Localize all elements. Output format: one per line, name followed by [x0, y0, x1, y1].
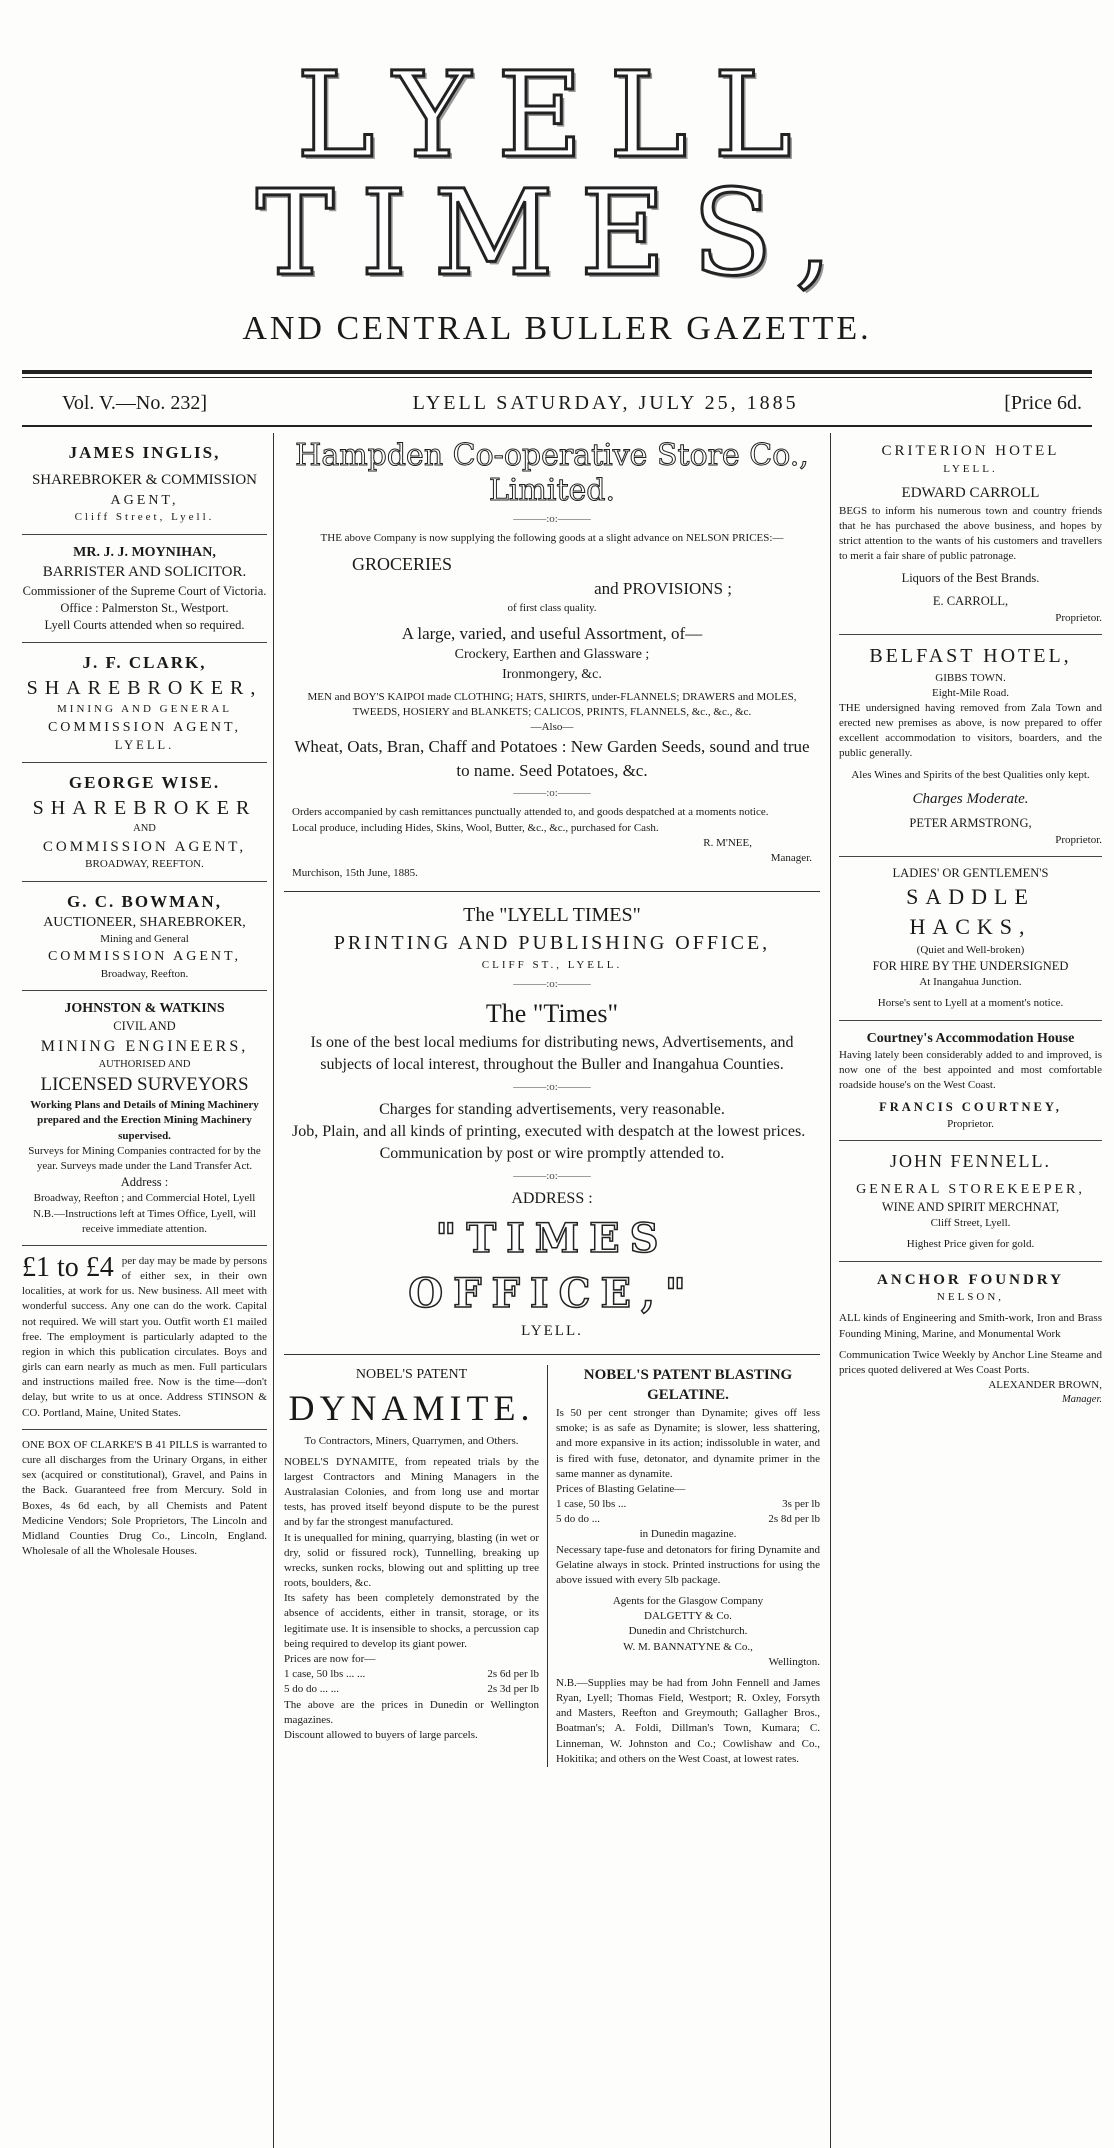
ad-line: Surveys for Mining Companies contracted for by the year. Surveys made under the Land Transfer Act.: [28, 1144, 261, 1172]
price-row: [556, 1512, 820, 1527]
ad-line: —Also—: [530, 721, 574, 734]
ad-title: BELFAST HOTEL,: [869, 644, 1072, 667]
separator: ———:o:———: [513, 1170, 591, 1183]
ad-line: CLIFF ST., LYELL.: [481, 958, 623, 971]
ad-belfast-hotel: [839, 635, 1102, 857]
ad-line: WINE AND SPIRIT MERCHNAT,: [881, 1199, 1060, 1214]
ad-line: Orders accompanied by cash remittances punctually attended to, and goods despatched at a moments notice.: [292, 806, 769, 819]
ad-name: JOHNSTON & WATKINS: [64, 1000, 225, 1016]
price-row: [556, 1497, 820, 1512]
ad-line: SHAREBROKER,: [26, 676, 263, 699]
ad-body: ALL kinds of Engineering and Smith-work, Iron and Brass Founding Mining, Marine, and Monumental Work: [839, 1312, 1102, 1340]
ad-signature: ALEXANDER BROWN,: [988, 1379, 1102, 1392]
ad-line: Communication by post or wire promptly attended to.: [379, 1145, 725, 1163]
ad-gelatine: [556, 1365, 820, 1767]
dateline: [22, 378, 1092, 425]
ad-name: JOHN FENNELL.: [890, 1150, 1051, 1171]
ad-printing-office: [284, 892, 820, 1354]
ad-name: G. C. BOWMAN,: [67, 891, 222, 911]
ad-line: (Quiet and Well-broken): [916, 943, 1025, 956]
ad-signature: PETER ARMSTRONG,: [909, 816, 1032, 831]
ad-saddle-hacks: [839, 857, 1102, 1021]
ad-office-name: "TIMES OFFICE,": [408, 1214, 696, 1317]
ad-line: N.B.—Supplies may be had from John Fennell and James Ryan, Lyell; Thomas Field, Westport; R. Oxley, Forsyth and Masters, Reefton and Greymouth; Gallagher Bros., Boatman's; A. Foldi, Dillman's Town, Kumara; C. Linneman, W. Johnston and Co.; Cowlishaw and Co., Hokitika; and others on the West Coast, at lowest rates.: [556, 1676, 820, 1765]
ad-moynihan: [22, 535, 267, 644]
price-value: 2s 3d per lb: [487, 1683, 539, 1696]
ad-line: Prices are now for—: [284, 1653, 376, 1665]
ad-line: Cliff Street, Lyell.: [930, 1217, 1011, 1230]
ad-headline: £1 to £4: [22, 1251, 114, 1283]
ad-line: SHAREBROKER: [32, 796, 257, 819]
ad-title: CRITERION HOTEL: [881, 443, 1060, 459]
ad-line: PRINTING AND PUBLISHING OFFICE,: [333, 931, 771, 954]
ad-title: Courtney's Accommodation House: [866, 1030, 1075, 1046]
ad-line: W. M. BANNATYNE & Co.,: [623, 1640, 753, 1653]
ad-line: Crockery, Earthen and Glassware ;: [454, 647, 650, 663]
ad-line: AND: [133, 823, 156, 835]
price-item: 1 case, 50 lbs ...: [556, 1498, 627, 1511]
ad-hampden: [284, 433, 820, 892]
price-value: 3s per lb: [782, 1498, 820, 1511]
ad-line: Broadway, Reefton.: [100, 967, 189, 980]
ad-line: SHAREBROKER & COMMISSION: [31, 472, 258, 489]
ad-body: THE undersigned having removed from Zala Town and erected new premises as above, is now prepared to offer excellent accommodation to visitors, boarders, and the public generally.: [839, 701, 1102, 760]
ad-title: Hampden Co-operative Store Co.,: [295, 438, 809, 473]
ad-line: NOBEL'S DYNAMITE, from repeated trials by the largest Contractors and Mining Managers in the Australasian Colonies, and from long use and mortar tests, has proved itself beyond dispute to be the purest and by far the strongest manufactured.: [284, 1455, 539, 1529]
ad-line: GENERAL STOREKEEPER,: [856, 1181, 1085, 1197]
ad-line: Ironmongery, &c.: [502, 666, 602, 682]
ad-line: Highest Price given for gold.: [906, 1238, 1035, 1251]
ad-title: The "Times": [485, 998, 619, 1028]
ad-title: BARRISTER AND SOLICITOR.: [42, 563, 247, 580]
ad-line: BROADWAY, REEFTON.: [85, 858, 204, 871]
separator: ———:o:———: [513, 1080, 591, 1093]
ad-line: The above are the prices in Dunedin or Wellington magazines.: [284, 1698, 539, 1726]
ad-signature-role: Proprietor.: [947, 1117, 994, 1130]
ad-name: MR. J. J. MOYNIHAN,: [73, 544, 216, 560]
ad-bowman: [22, 882, 267, 991]
separator: ———:o:———: [513, 977, 591, 990]
price-item: 5 do do ... ...: [284, 1683, 339, 1696]
price-value: 2s 6d per lb: [487, 1668, 539, 1681]
ad-anchor-foundry: [839, 1262, 1102, 1416]
ad-line: Prices of Blasting Gelatine—: [556, 1482, 686, 1495]
masthead-rule: [22, 370, 1092, 374]
ad-line: GIBBS TOWN.: [935, 671, 1006, 684]
ad-line: Address :: [120, 1175, 169, 1190]
ad-line: Wheat, Oats, Bran, Chaff and Potatoes : New Garden Seeds, sound and true to name. Seed Potatoes, &c.: [294, 737, 810, 780]
ad-line: At Inangahua Junction.: [919, 976, 1022, 989]
ad-title: ANCHOR FOUNDRY: [877, 1271, 1064, 1288]
ad-line: and PROVISIONS ;: [594, 579, 732, 599]
ad-wise: [22, 763, 267, 881]
ad-line: COMMISSION AGENT,: [42, 838, 247, 855]
ad-line: Charges Moderate.: [912, 790, 1029, 807]
ad-address: Cliff Street, Lyell.: [74, 511, 215, 524]
newspaper-title: LYELL TIMES,: [255, 46, 859, 302]
ad-body: per day may be made by persons of either sex, in their own localities, at work for us. New business. All meet with wonderful success. Any one can do the work. Capital not required. We will start you. Outfit worth £1 mailed free. The employment is particularly adapted to the region in which this publication circulates. Boys and girls can earn nearly as much as men. Full particulars and instructions mailed free. Now is the time—don't delay, but write to us at once. Address STINSON & CO. Portland, Maine, United States.: [22, 1254, 267, 1419]
ad-line: Ales Wines and Spirits of the best Qualities only kept.: [851, 768, 1090, 781]
ad-line: in Dunedin magazine.: [639, 1528, 737, 1541]
ad-line: Broadway, Reefton ; and Commercial Hotel, Lyell: [33, 1192, 256, 1205]
ad-line: Communication Twice Weekly by Anchor Line Steame and prices quoted delivered at Wes Coast Ports.: [839, 1348, 1102, 1376]
ad-courtney: [839, 1021, 1102, 1141]
separator: ———:o:———: [513, 787, 591, 800]
issue-price: [Price 6d.: [1004, 392, 1082, 414]
ad-line: Lyell Courts attended when so required.: [44, 618, 245, 633]
ad-line: Horse's sent to Lyell at a moment's notice.: [877, 997, 1064, 1010]
ad-line: Necessary tape-fuse and detonators for firing Dynamite and Gelatine always in stock. Printed instructions for using the above issued with every 5lb package.: [556, 1543, 820, 1586]
ad-line: A large, varied, and useful Assortment, of—: [401, 623, 703, 643]
left-column: [22, 433, 274, 2148]
ad-title: Limited.: [488, 472, 616, 508]
ad-line: MINING ENGINEERS,: [40, 1037, 249, 1055]
ad-line: Discount allowed to buyers of large parcels.: [284, 1728, 478, 1741]
price-item: 1 case, 50 lbs ... ...: [284, 1668, 366, 1681]
ad-name: EDWARD CARROLL: [901, 484, 1040, 501]
ad-line: Commissioner of the Supreme Court of Victoria.: [22, 583, 267, 598]
ad-line: of first class quality.: [507, 601, 597, 614]
ad-line: Is one of the best local mediums for distributing news, Advertisements, and subjects of local interest, throughout the Buller and Inangahua Counties.: [310, 1033, 794, 1073]
ad-name: J. F. CLARK,: [82, 653, 207, 673]
ad-intro: THE above Company is now supplying the following goods at a slight advance on NELSON PRICES:—: [320, 532, 784, 545]
price-item: 5 do do ...: [556, 1513, 600, 1526]
ad-line: LYELL.: [114, 737, 175, 752]
ad-line: Is 50 per cent stronger than Dynamite; gives off less smoke; is as safe as Dynamite; is slower, less shattering, and more expansive in its action; indissoluble in water, and is fired with fuse, detonator, and dynamite primer in the same manner as dynamite.: [556, 1406, 820, 1480]
ad-line: Dunedin and Christchurch.: [628, 1625, 748, 1638]
ad-line: Its safety has been completely demonstrated by the absence of accidents, either in transit, storage, or its legitimate use. It is insensible to shocks, a percussion cap being required to develop its giant power.: [284, 1592, 539, 1650]
dateline-rule: [22, 425, 1092, 427]
ad-signature-role: Proprietor.: [1055, 611, 1102, 624]
ad-line: Job, Plain, and all kinds of printing, executed with despatch at the lowest prices.: [292, 1123, 806, 1141]
ad-line: MINING AND GENERAL: [57, 703, 232, 716]
ad-line: Agents for the Glasgow Company: [612, 1595, 764, 1608]
ad-head: NOBEL'S PATENT: [355, 1366, 468, 1382]
ad-line: LYELL.: [521, 1322, 583, 1339]
ad-line: N.B.—Instructions left at Times Office, Lyell, will receive immediate attention.: [33, 1207, 256, 1235]
issue-date: LYELL SATURDAY, JULY 25, 1885: [412, 392, 799, 414]
ad-johnston-watkins: [22, 991, 267, 1246]
ad-title: NOBEL'S PATENT BLASTING GELATINE.: [583, 1366, 793, 1404]
ad-signature-role: Manager.: [770, 851, 812, 864]
ad-line: GROCERIES: [352, 554, 453, 575]
ad-line: LYELL.: [943, 462, 998, 475]
ad-line: Mining and General: [100, 933, 189, 946]
columns: [22, 433, 1102, 2148]
ad-signature: FRANCIS COURTNEY,: [879, 1100, 1062, 1115]
ad-signature-role: Proprietor.: [1055, 833, 1102, 846]
ad-stinson: [22, 1246, 267, 1430]
ad-inglis: [22, 433, 267, 535]
ad-line: AUTHORISED AND: [98, 1058, 191, 1070]
ad-line: AGENT,: [110, 493, 179, 509]
separator: ———:o:———: [513, 513, 591, 525]
ad-line: Eight-Mile Road.: [932, 686, 1009, 699]
ad-line: Office : Palmerston St., Westport.: [60, 600, 229, 615]
ad-line: It is unequalled for mining, quarrying, blasting (in wet or dry, solid or fissured rock), Tunnelling, breaking up wrecks, sunken rocks, blowing out and splitting up tree roots, boulders, &c.: [284, 1531, 539, 1590]
ad-signature-role: Manager.: [1062, 1394, 1102, 1406]
ad-signature: E. CARROLL,: [932, 594, 1009, 609]
center-column: [284, 433, 820, 2148]
ad-line: MEN and BOY'S KAIPOI made CLOTHING; HATS, SHIRTS, under-FLANNELS; DRAWERS and MOLES, TWEEDS, HOSIERY and BLANKETS; CALICOS, PRINTS, FLANNELS, &c., &c., &c.: [307, 690, 797, 719]
ad-body: BEGS to inform his numerous town and country friends that he has purchased the above business, and hopes by strict attention to the wants of his customers and travellers to merit a fair share of public patronage.: [839, 504, 1102, 563]
explosives-ads: [284, 1355, 820, 1767]
ad-line: Wellington.: [768, 1655, 820, 1668]
ad-line: NELSON,: [936, 1291, 1005, 1304]
ad-name: GEORGE WISE.: [68, 773, 221, 793]
ad-line: ADDRESS :: [511, 1190, 593, 1208]
right-column: [830, 433, 1102, 2148]
ad-line: COMMISSION AGENT,: [47, 949, 242, 965]
ad-signature: R. M'NEE,: [703, 836, 752, 849]
ad-line: LADIES' OR GENTLEMEN'S: [892, 865, 1049, 880]
ad-line: Local produce, including Hides, Skins, Wool, Butter, &c., &c., purchased for Cash.: [292, 821, 659, 834]
ad-clark: [22, 643, 267, 763]
ad-line: To Contractors, Miners, Quarrymen, and Others.: [304, 1434, 519, 1447]
ad-clarke-pills: [22, 1430, 267, 1567]
ad-title: SADDLE HACKS,: [906, 884, 1035, 940]
newspaper-subtitle: AND CENTRAL BULLER GAZETTE.: [242, 310, 872, 347]
ad-dynamite: [284, 1365, 548, 1767]
volume-number: Vol. V.—No. 232]: [62, 392, 208, 414]
ad-line: FOR HIRE BY THE UNDERSIGNED: [872, 958, 1069, 973]
price-row: [284, 1682, 539, 1697]
ad-line: The "LYELL TIMES": [463, 904, 641, 927]
ad-name: JAMES INGLIS,: [68, 443, 221, 462]
ad-line: DALGETTY & Co.: [644, 1610, 732, 1623]
ad-title: DYNAMITE.: [288, 1387, 535, 1428]
ad-fennell: [839, 1141, 1102, 1262]
ad-line: AUCTIONEER, SHAREBROKER,: [43, 915, 246, 930]
price-value: 2s 8d per lb: [768, 1513, 820, 1526]
ad-line: COMMISSION AGENT,: [47, 719, 242, 735]
ad-date: Murchison, 15th June, 1885.: [292, 867, 418, 880]
ad-body: ONE BOX OF CLARKE'S B 41 PILLS is warranted to cure all discharges from the Urinary Organs, in either sex (acquired or constitutional), Gravel, and Pains in the Back. Guaranteed free from Mercury. Sold in Boxes, 4s 6d each, by all Chemists and Patent Medicine Vendors; Sole Proprietors, The Lincoln and Midland Counties Drug Co., Lincoln, England. Wholesale of all the Wholesale Houses.: [22, 1438, 267, 1558]
ad-line: Charges for standing advertisements, very reasonable.: [379, 1101, 725, 1119]
masthead: [22, 0, 1092, 348]
ad-line: CIVIL AND: [113, 1019, 176, 1034]
ad-criterion-hotel: [839, 433, 1102, 635]
ad-line: Working Plans and Details of Mining Machinery prepared and the Erection Mining Machinery supervised.: [30, 1099, 259, 1142]
ad-line: LICENSED SURVEYORS: [40, 1074, 249, 1096]
price-row: [284, 1667, 539, 1682]
ad-line: Liquors of the Best Brands.: [901, 571, 1040, 586]
ad-body: Having lately been considerably added to and improved, is now one of the best appointed and most comfortable roadside house's on the West Coast.: [839, 1048, 1102, 1092]
